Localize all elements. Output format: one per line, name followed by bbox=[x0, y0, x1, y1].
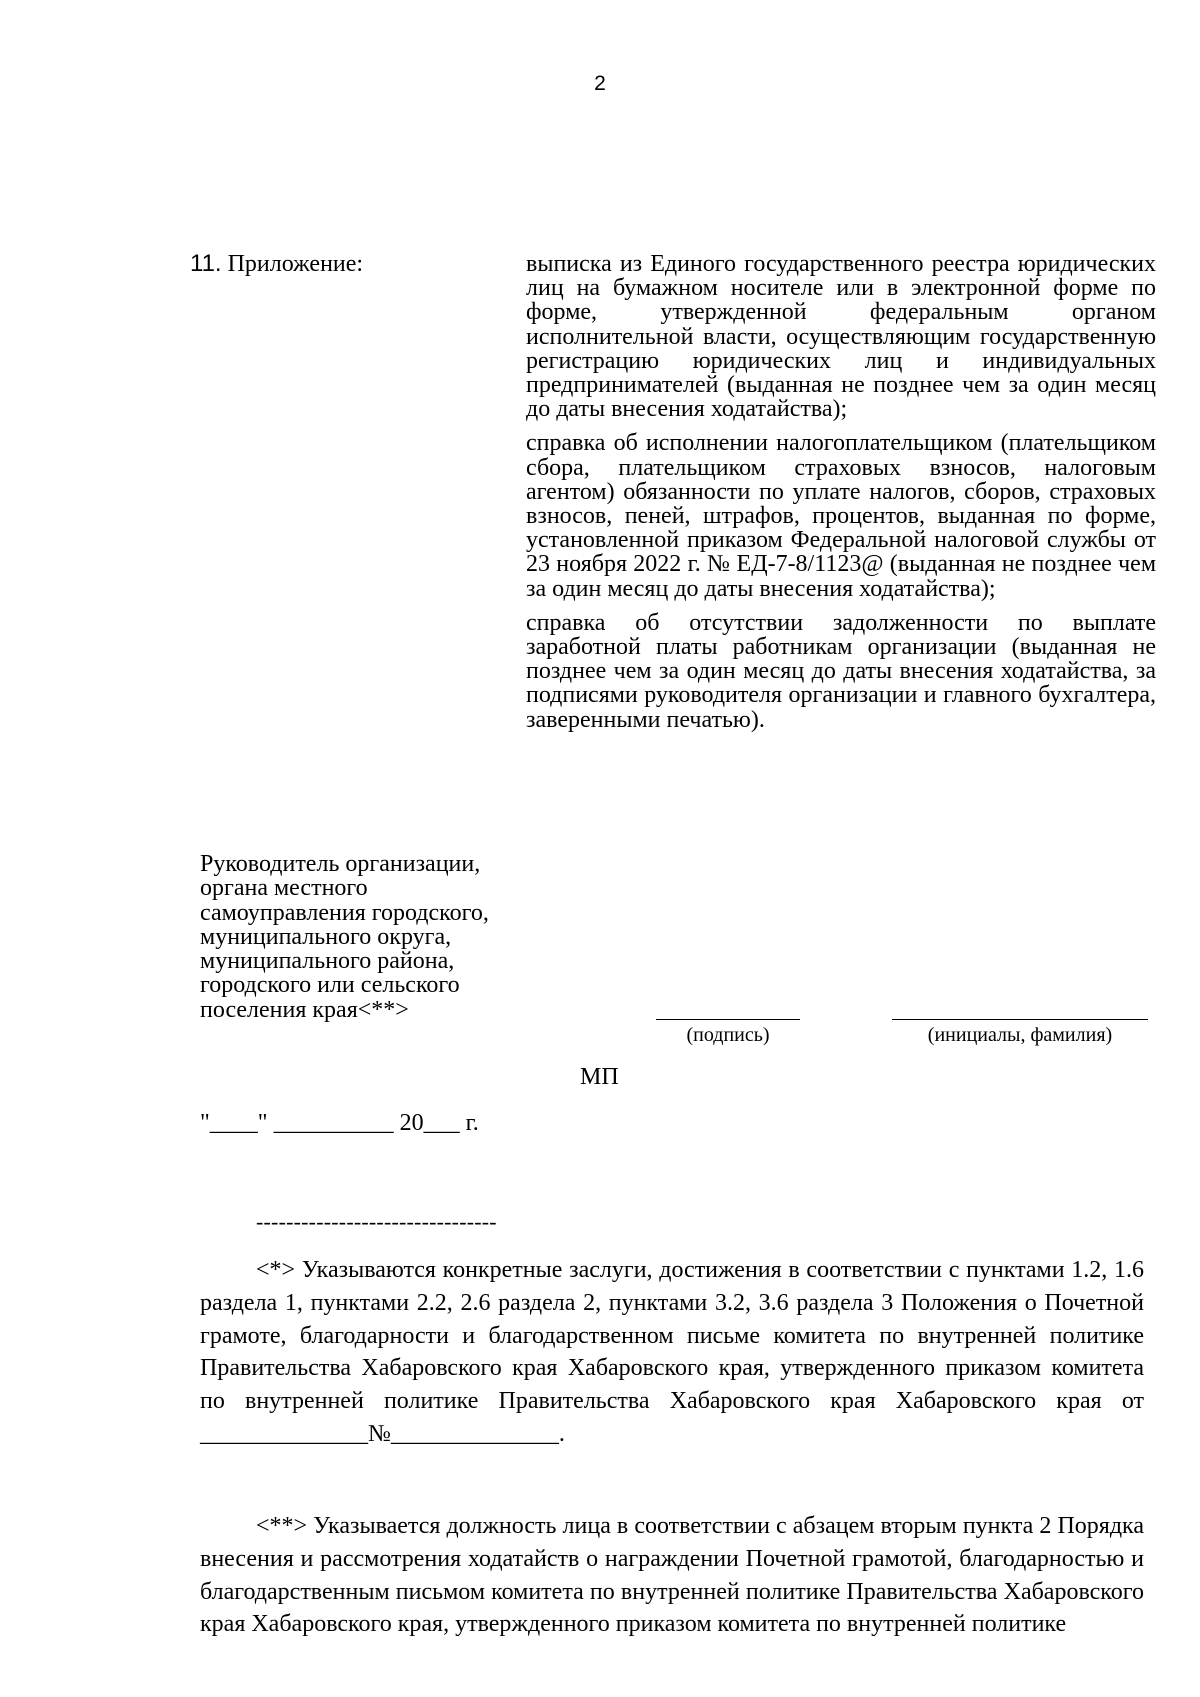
attachment-salary-certificate: справка об отсутствии задолженности по выплате заработной платы работникам организации (выданная не позднее чем за один месяц до даты внесения ходатайства, за подписями руководителя организации и главного бухгалтера, заверенными печатью). bbox=[526, 609, 1156, 733]
signer-line: городского или сельского bbox=[200, 972, 460, 999]
signer-line: органа местного bbox=[200, 875, 368, 902]
page-number: 2 bbox=[594, 72, 606, 95]
attachments-list bbox=[526, 252, 1156, 742]
signature-line bbox=[656, 1019, 800, 1020]
footnote-1 bbox=[200, 1254, 1144, 1451]
footnote-2 bbox=[200, 1510, 1144, 1641]
signer-line: муниципального округа, bbox=[200, 923, 452, 950]
signature-caption: (подпись) bbox=[686, 1024, 770, 1046]
item-number: 11. bbox=[190, 250, 222, 277]
name-line bbox=[892, 1019, 1148, 1020]
attachment-tax-certificate: справка об исполнении налогоплательщиком (плательщиком сбора, плательщиком страховых взносов, налоговым агентом) обязанности по уплате налогов, сборов, страховых взносов, пеней, штрафов, процентов, выданная по форме, установленной приказом Федеральной налоговой службы от 23 ноября 2022 г. № ЕД-7-8/1123@ (выданная не позднее чем за один месяц до даты внесения ходатайства); bbox=[526, 430, 1156, 602]
attachment-egrul-extract: выписка из Единого государственного реестра юридических лиц на бумажном носителе или в электронной форме по форме, утвержденной федеральным органом исполнительной власти, осуществляющим государственную регистрацию юридических лиц и индивидуальных предпринимателей (выданная не позднее чем за один месяц до даты внесения ходатайства); bbox=[526, 251, 1156, 423]
stamp-placeholder: МП bbox=[580, 1064, 619, 1090]
signer-line: самоуправления городского, bbox=[200, 899, 489, 926]
footnote-1-text: <*> Указываются конкретные заслуги, достижения в соответствии с пунктами 1.2, 1.6 раздела 1, пунктами 2.2, 2.6 раздела 2, пунктами 3.2, 3.6 раздела 3 Положения о Почетной грамоте, благодарности и благодарственном письме комитета по внутренней политике Правительства Хабаровского края Хабаровского края, утвержденного приказом комитета по внутренней политике Правительства Хабаровского края Хабаровского края от ______________№______________. bbox=[200, 1257, 1144, 1447]
item-11-label bbox=[190, 252, 363, 276]
footnote-2-text: <**> Указывается должность лица в соответствии с абзацем вторым пункта 2 Порядка внесения и рассмотрения ходатайств о награждении Почетной грамотой, благодарностью и благодарственным письмом комитета по внутренней политике Правительства Хабаровского края Хабаровского края, утвержденного приказом комитета по внутренней политике bbox=[200, 1513, 1144, 1638]
item-title: Приложение: bbox=[227, 251, 364, 277]
footnote-separator: -------------------------------- bbox=[256, 1209, 497, 1234]
signer-line: муниципального района, bbox=[200, 948, 455, 975]
signer-position bbox=[200, 852, 580, 1022]
date-line: "____" __________ 20___ г. bbox=[200, 1110, 479, 1136]
name-caption: (инициалы, фамилия) bbox=[927, 1024, 1113, 1046]
signer-line: поселения края<**> bbox=[200, 996, 409, 1023]
signer-line: Руководитель организации, bbox=[200, 851, 481, 877]
